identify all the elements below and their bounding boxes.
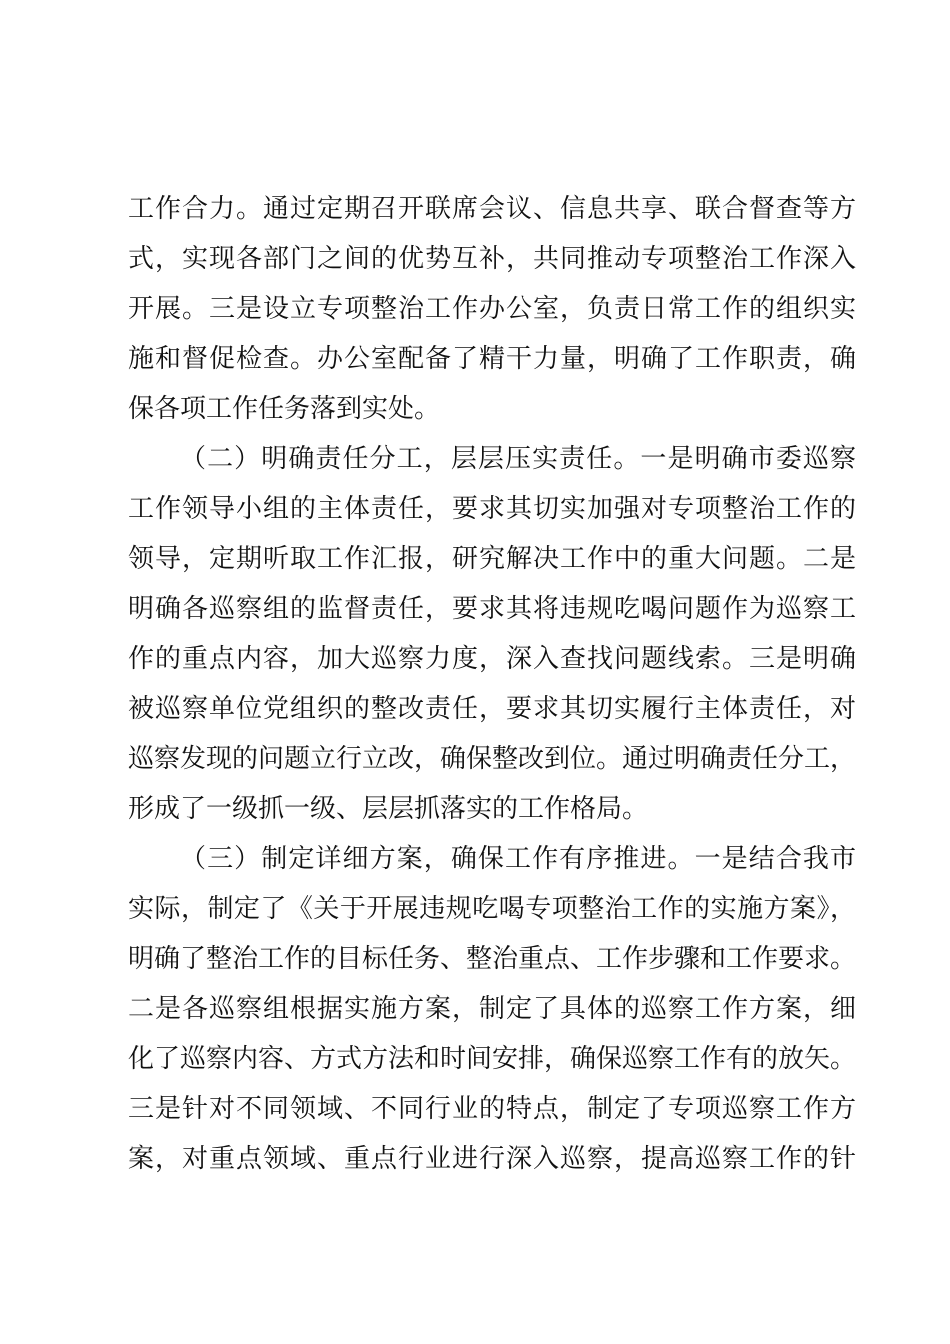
text-line: 作的重点内容，加大巡察力度，深入查找问题线索。三是明确 <box>128 644 856 674</box>
text-line: 式，实现各部门之间的优势互补，共同推动专项整治工作深入 <box>128 244 856 274</box>
text-line: 工作合力。通过定期召开联席会议、信息共享、联合督查等方 <box>128 194 856 224</box>
text-line: 明确各巡察组的监督责任，要求其将违规吃喝问题作为巡察工 <box>128 594 856 624</box>
text-line: 实际，制定了《关于开展违规吃喝专项整治工作的实施方案》， <box>128 894 856 924</box>
body-text <box>128 184 856 1184</box>
text-line: 施和督促检查。办公室配备了精干力量，明确了工作职责，确 <box>128 344 856 374</box>
text-line: 化了巡察内容、方式方法和时间安排，确保巡察工作有的放矢。 <box>128 1044 857 1074</box>
text-line: 领导，定期听取工作汇报，研究解决工作中的重大问题。二是 <box>128 544 856 574</box>
section-heading-line: （二）明确责任分工，层层压实责任。一是明确市委巡察 <box>180 444 856 474</box>
text-line: 巡察发现的问题立行立改，确保整改到位。通过明确责任分工， <box>128 744 857 774</box>
text-line: 保各项工作任务落到实处。 <box>128 394 441 424</box>
text-line: 明确了整治工作的目标任务、整治重点、工作步骤和工作要求。 <box>128 944 857 974</box>
text-line: 工作领导小组的主体责任，要求其切实加强对专项整治工作的 <box>128 494 856 524</box>
text-line: 被巡察单位党组织的整改责任，要求其切实履行主体责任，对 <box>128 694 856 724</box>
text-line: 开展。三是设立专项整治工作办公室，负责日常工作的组织实 <box>128 294 856 324</box>
section-heading-line: （三）制定详细方案，确保工作有序推进。一是结合我市 <box>180 844 856 874</box>
text-line: 二是各巡察组根据实施方案，制定了具体的巡察工作方案，细 <box>128 994 856 1024</box>
text-line: 三是针对不同领域、不同行业的特点，制定了专项巡察工作方 <box>128 1094 856 1124</box>
text-line: 形成了一级抓一级、层层抓落实的工作格局。 <box>128 794 649 824</box>
text-line: 案，对重点领域、重点行业进行深入巡察，提高巡察工作的针 <box>128 1144 856 1174</box>
